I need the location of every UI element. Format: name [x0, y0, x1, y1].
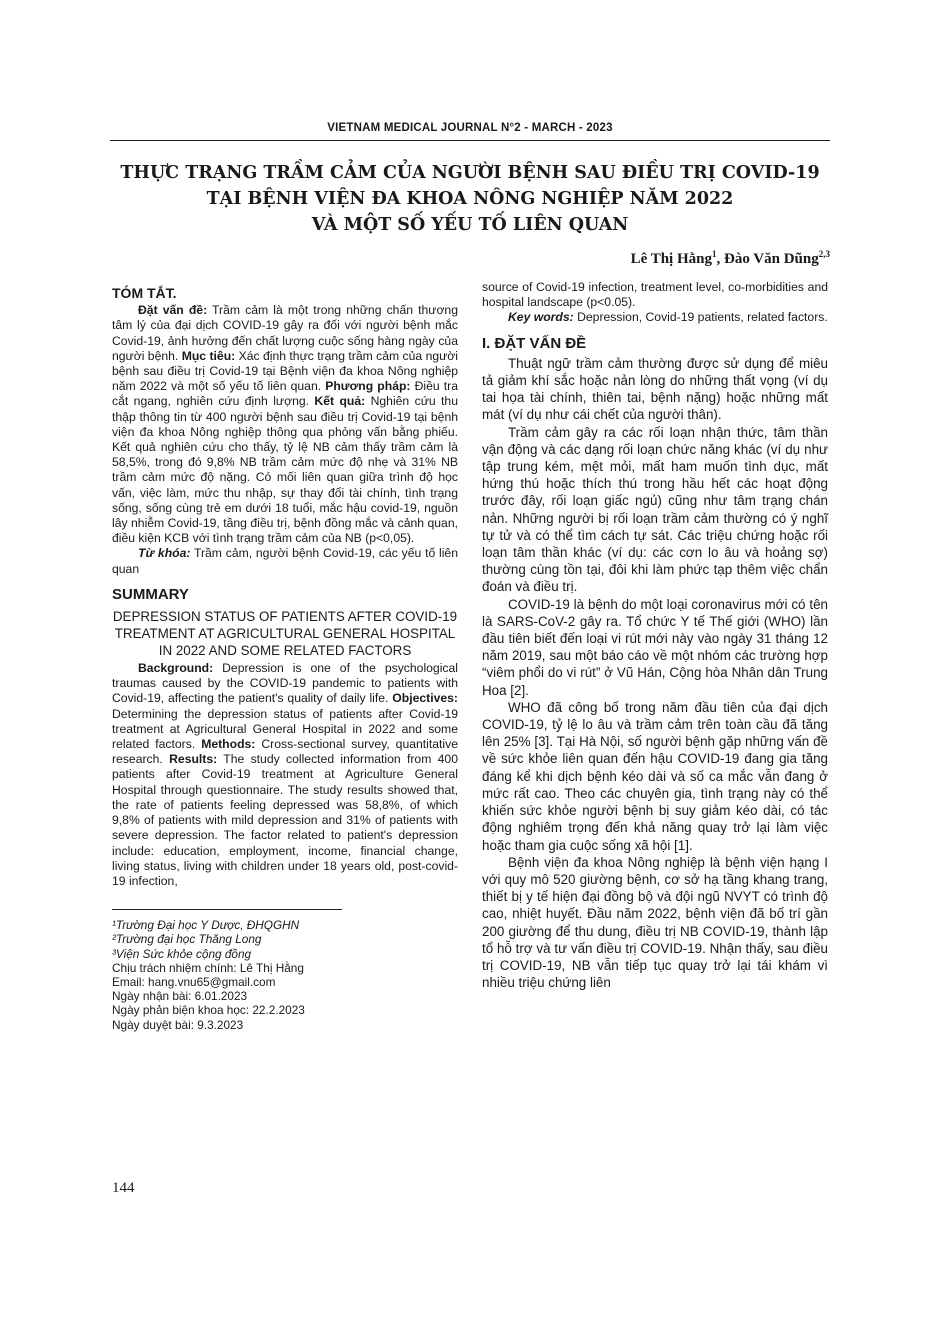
abstract-vi-body [112, 303, 458, 546]
summary-results-continued: source of Covid-19 infection, treatment level, co-morbidities and hospital landscape (p<0.05). [482, 280, 828, 310]
left-column [112, 282, 458, 1032]
section-1-paragraph-3: COVID-19 là bệnh do một loại coronavirus mới có tên là SARS-CoV-2 gây ra. Tổ chức Y tế Thế giới (WHO) lần đầu tiên biết đến loại vi rút mới này vào ngày 31 tháng 12 năm 2019, sau một báo cáo về một nhóm các trường hợp “viêm phổi do vi rút” ở Vũ Hán, Cộng hòa Nhân dân Trung Hoa [2]. [482, 596, 828, 698]
keywords-en-text: Depression, Covid-19 patients, related factors. [573, 310, 828, 325]
author-separator: , [716, 251, 724, 267]
title-line-2: TẠI BỆNH VIỆN ĐA KHOA NÔNG NGHIỆP NĂM 2022 [206, 189, 734, 209]
footnote-approved: Ngày duyệt bài: 9.3.2023 [112, 1017, 244, 1032]
author-1-affiliation: 1 [711, 249, 717, 259]
abstract-bg-label: Đặt vấn đề: [138, 303, 208, 318]
footnote-email: Email: hang.vnu65@gmail.com [112, 974, 276, 989]
summary-bg-text: Depression is one of the psychological traumas caused by the COVID-19 pandemic to patients with Covid-19, affecting the patient's quality of daily life. [112, 661, 458, 706]
footnotes [112, 918, 458, 1032]
summary-keywords [482, 310, 828, 325]
section-1-paragraph-1: Thuật ngữ trầm cảm thường được sử dụng để miêu tả giảm khí sắc hoặc nản lòng do những thất vọng (ví dụ tai họa tài chính, thiên tai, bệnh nặng) hoặc những mất mát (ví dụ như cái chết của người thân). [482, 355, 828, 423]
title-line-1: THỰC TRẠNG TRẦM CẢM CỦA NGƯỜI BỆNH SAU ĐIỀU TRỊ COVID-19 [120, 163, 820, 183]
abstract-meth-label: Phương pháp: [325, 379, 411, 394]
page-number: 144 [112, 1180, 135, 1196]
keywords-en-label: Key words: [508, 310, 574, 325]
author-2: Đào Văn Dũng [723, 251, 819, 267]
summary-bg-label: Background: [138, 661, 214, 676]
summary-body [112, 661, 458, 889]
summary-res-label: Results: [169, 752, 218, 767]
footnote-affiliation-3: ³Viện Sức khỏe cộng đồng [112, 946, 252, 961]
footnote-affiliation-1: ¹Trường Đại học Y Dược, ĐHQGHN [112, 918, 300, 933]
section-1-heading: I. ĐẶT VẤN ĐỀ [482, 334, 587, 352]
abstract-res-text: Nghiên cứu thu thập thông tin từ 400 người bệnh sau điều trị Covid-19 tại bệnh viện đa khoa Nông nghiệp thông qua phỏng vấn bằng phiếu. Kết quả nghiên cứu cho thấy, tỷ lệ NB cảm thấy trầm cảm là 58,5%, trong đó 9,8% NB trầm cảm mức độ nhẹ và 31% NB trầm cảm mức độ nặng. Có mối liên quan giữa trình độ học vấn, việc làm, mức thu nhập, sự thay đổi tài chính, tình trạng sống, sống cùng trẻ em dưới 18 tuổi, mắc hậu covid-19, nguồn lây nhiễm Covid-19, tầng điều trị, bệnh đồng mắc và cảnh quan, điều kiện KCB với tình trạng trầm cảm của NB (p<0,05). [112, 394, 458, 546]
abstract-heading: TÓM TẮT. [112, 285, 177, 301]
summary-heading: SUMMARY [112, 585, 189, 603]
right-column [482, 280, 828, 991]
footnote-affiliation-2: ²Trường đại học Thăng Long [112, 932, 262, 947]
summary-meth-label: Methods: [201, 737, 256, 752]
abstract-res-label: Kết quả: [314, 394, 366, 409]
title-line-3: VÀ MỘT SỐ YẾU TỐ LIÊN QUAN [311, 215, 629, 235]
summary-obj-label: Objectives: [392, 691, 458, 706]
footnote-contact: Chịu trách nhiệm chính: Lê Thị Hằng [112, 960, 304, 975]
summary-meth-text: Cross-sectional survey, quantitative research. [112, 737, 458, 767]
summary-res-text: The study collected information from 400 patients after Covid-19 treatment at Agriculture General Hospital through questionnaire. The study results showed that, the rate of patients feeling depressed was 58,8%, of which 9,8% of patients with mild depression and 31% of patients with severe depression. The factor related to patient's depression include: education, employment, income, financial change, living status, living with children under 18 years old, post-covid-19 infection, [112, 752, 458, 888]
abstract-bg-text: Trầm cảm là một trong những chấn thương tâm lý của đại dịch COVID-19 gây ra đối với người bệnh mắc Covid-19, ảnh hưởng đến chất lượng cuộc sống hàng ngày của người bệnh. [112, 303, 458, 363]
author-list [631, 249, 830, 268]
keywords-vi-text: Trầm cảm, người bệnh Covid-19, các yếu tố liên quan [112, 546, 458, 576]
keywords-vi-label: Từ khóa: [138, 546, 191, 561]
abstract-obj-label: Mục tiêu: [181, 348, 236, 363]
footnote-divider [112, 909, 342, 910]
summary-title: DEPRESSION STATUS OF PATIENTS AFTER COVID-19 TREATMENT AT AGRICULTURAL GENERAL HOSPITAL IN 2022 AND SOME RELATED FACTORS [112, 609, 458, 659]
journal-header: VIETNAM MEDICAL JOURNAL N°2 - MARCH - 2023 [110, 122, 830, 141]
footnote-reviewed: Ngày phản biện khoa học: 22.2.2023 [112, 1003, 305, 1018]
section-1-paragraph-5: Bệnh viện đa khoa Nông nghiệp là bệnh viện hạng I với quy mô 520 giường bệnh, cơ sở hạ tầng khang trang, thiết bị y tế hiện đại đồng bộ và đội ngũ NVYT có trình độ cao, nhiệt huyết. Đầu năm 2022, bệnh viện đã bố trí gần 200 giường để thu dung, điều trị NB COVID-19, thành lập tổ hỗ trợ và tư vấn điều trị COVID-19. Nhận thấy, sau điều trị COVID-19, NB vẫn tiếp tục quay trở lại tái khám vì nhiều triệu chứng liên [482, 854, 828, 991]
article-title [110, 160, 830, 238]
abstract-meth-text: Điều tra cắt ngang, nghiên cứu định lượng. [112, 379, 459, 409]
abstract-vi-keywords [112, 546, 458, 576]
author-2-affiliation: 2,3 [818, 249, 830, 259]
footnote-received: Ngày nhận bài: 6.01.2023 [112, 989, 248, 1004]
author-1: Lê Thị Hằng [630, 251, 712, 267]
summary-obj-text: Determining the depression status of patients after Covid-19 treatment at Agricultural General Hospital in 2022 and some related factors. [112, 706, 458, 752]
section-1-paragraph-2: Trầm cảm gây ra các rối loạn nhận thức, tâm thần vận động và các dạng rối loạn chức năng khác (ví dụ như tập trung kém, mệt mỏi, mất ham muốn tình dục, mất hứng thú hoặc thích thú trong hầu hết các hoạt động trước đây, rối loạn giấc ngủ) cũng như tâm trạng chán nản. Những người bị rối loạn trầm cảm thường có ý nghĩ tự tử và có thể tìm cách tự sát. Các triệu chứng hoặc rối loạn tâm thần khác (ví dụ: các cơn lo âu và hoảng sợ) thường cùng tồn tại, đôi khi làm phức tạp thêm việc chẩn đoán và điều trị. [482, 424, 828, 595]
section-1-paragraph-4: WHO đã công bố trong năm đầu tiên của đại dịch COVID-19, tỷ lệ lo âu và trầm cảm trên toàn cầu đã tăng lên 25% [3]. Tại Hà Nội, số người bệnh gặp những vấn đề về sức khỏe liên quan đến hậu COVID-19 đang gia tăng đáng kể khi dịch bệnh kéo dài và số ca mắc vẫn đang ở mức rất cao. Theo các chuyên gia, tình trạng này có thể khiến sức khỏe người bệnh bị suy giảm kéo dài, có tác động nghiêm trọng đến khả năng quay trở lại làm việc hoặc tham gia cuộc sống xã hội [1]. [482, 699, 828, 853]
abstract-obj-text: Xác định thực trạng trầm cảm của người bệnh sau điều trị Covid-19 tại Bệnh viện đa khoa Nông nghiệp năm 2022 và một số yếu tố liên quan. [112, 348, 459, 394]
